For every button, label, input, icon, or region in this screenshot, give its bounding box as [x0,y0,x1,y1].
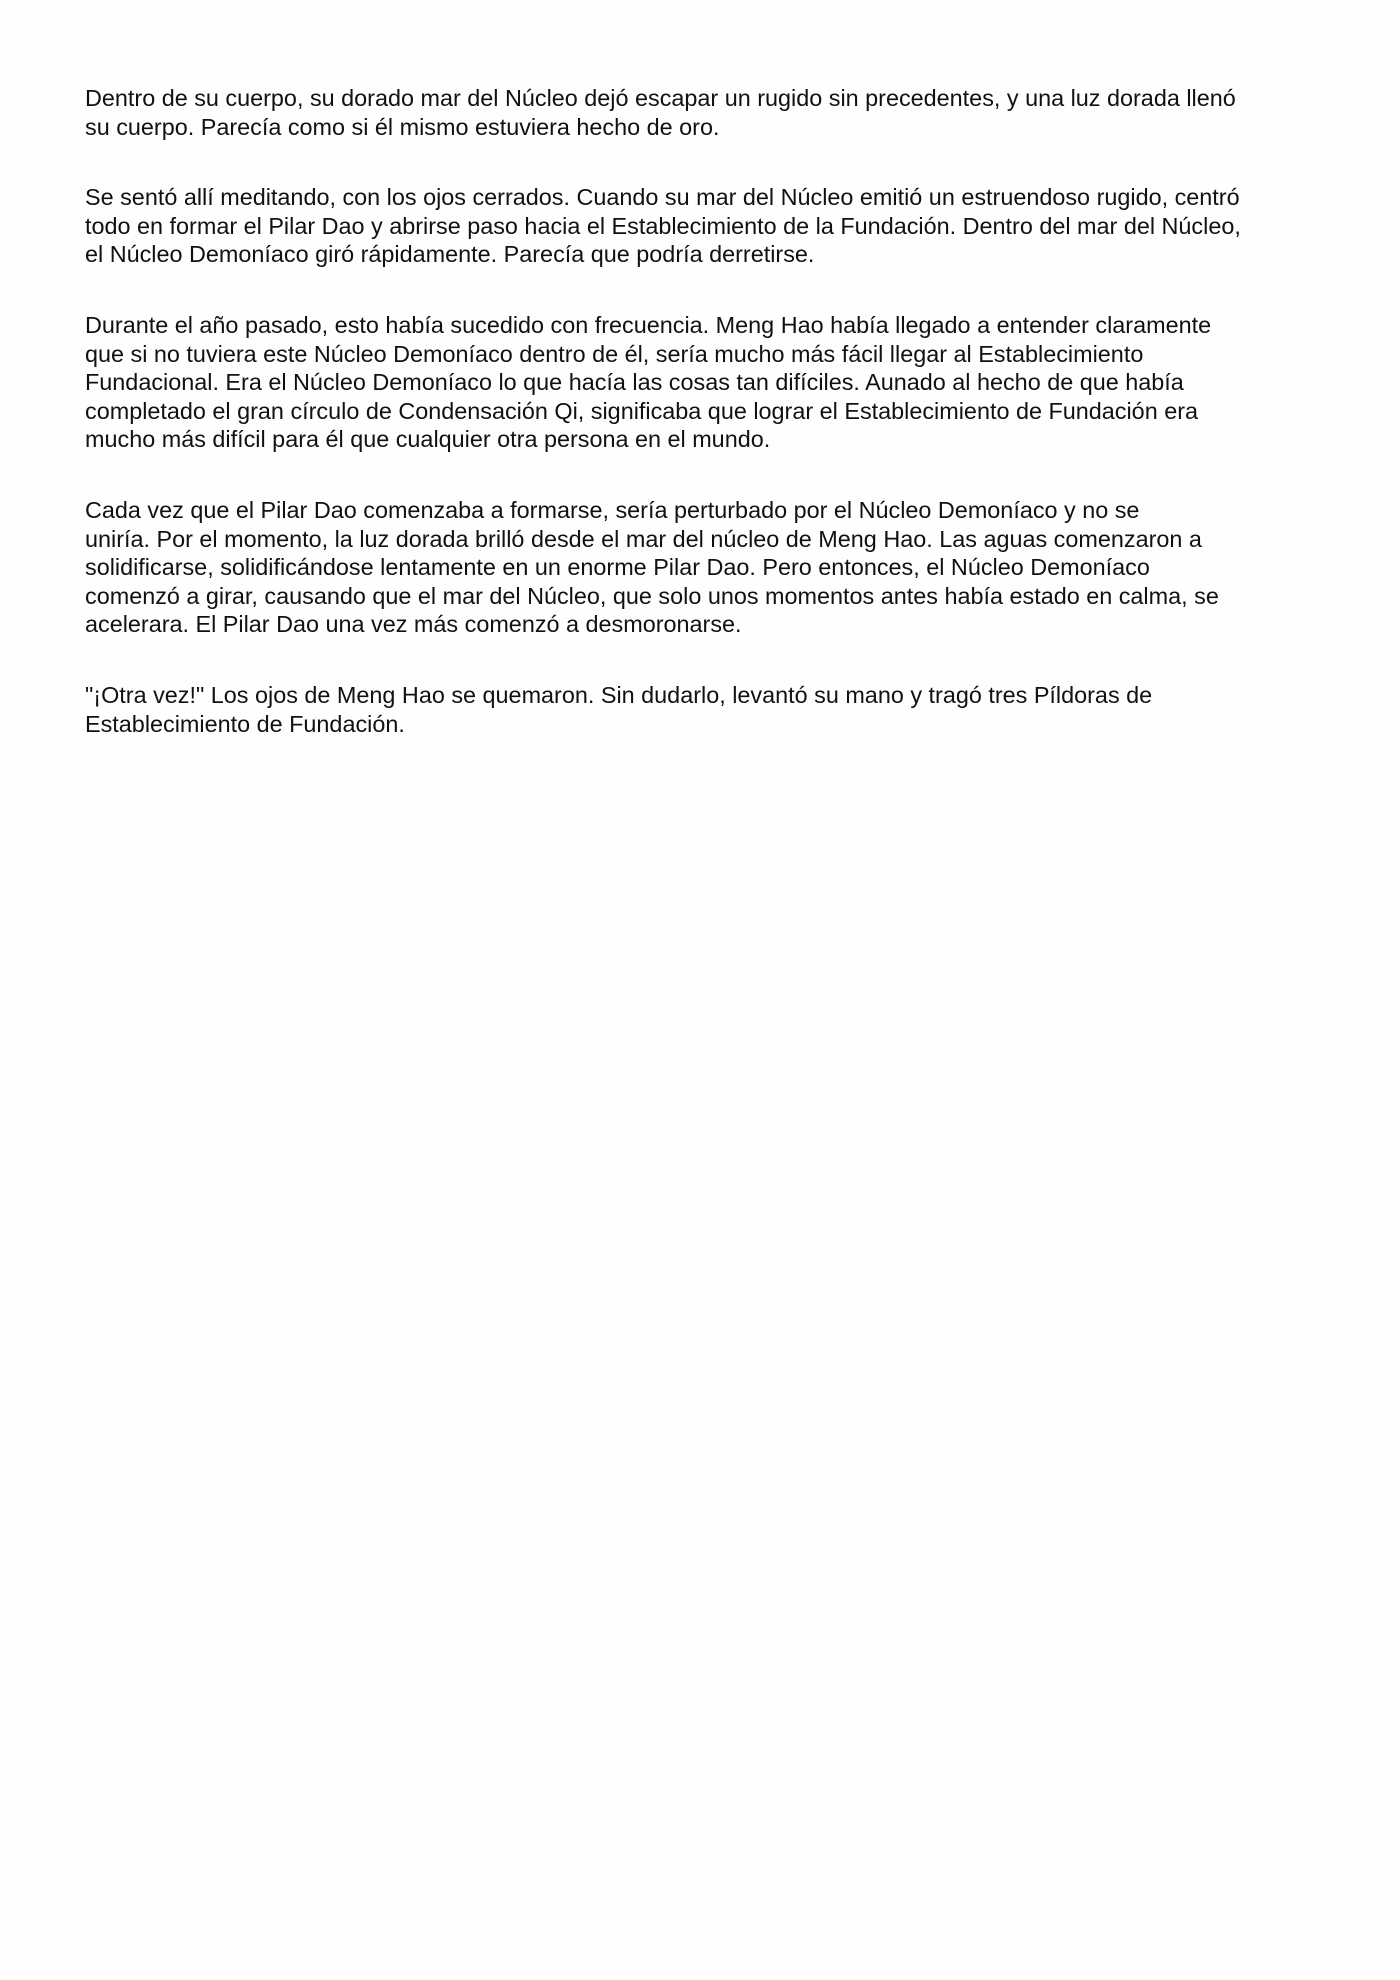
paragraph: Dentro de su cuerpo, su dorado mar del Núcleo dejó escapar un rugido sin precedentes, y una luz dorada llenó su cuerpo. Parecía como si él mismo estuviera hecho de oro. [85,85,1236,140]
paragraph: Durante el año pasado, esto había sucedido con frecuencia. Meng Hao había llegado a entender claramente que si no tuviera este Núcleo Demoníaco dentro de él, sería mucho más fácil llegar al Establecimiento Fundacional. Era el Núcleo Demoníaco lo que hacía las cosas tan difíciles. Aunado al hecho de que había completado el gran círculo de Condensación Qi, significaba que lograr el Establecimiento de Fundación era mucho más difícil para él que cualquier otra persona en el mundo. [85,311,1212,453]
paragraph: Cada vez que el Pilar Dao comenzaba a formarse, sería perturbado por el Núcleo Demoníaco y no se uniría. Por el momento, la luz dorada brilló desde el mar del núcleo de Meng Hao. Las aguas comenzaron a solidificarse, solidificándose lentamente en un enorme Pilar Dao. Pero entonces, el Núcleo Demoníaco comenzó a girar, causando que el mar del Núcleo, que solo unos momentos antes había estado en calma, se acelerara. El Pilar Dao una vez más comenzó a desmoronarse. [85,496,1219,638]
paragraph: Se sentó allí meditando, con los ojos cerrados. Cuando su mar del Núcleo emitió un estruendoso rugido, centró todo en formar el Pilar Dao y abrirse paso hacia el Establecimiento de la Fundación. Dentro del mar del Núcleo, el Núcleo Demoníaco giró rápidamente. Parecía que podría derretirse. [85,184,1241,268]
document-body [85,84,1317,780]
paragraph: "¡Otra vez!" Los ojos de Meng Hao se quemaron. Sin dudarlo, levantó su mano y tragó tres Píldoras de Establecimiento de Fundación. [85,681,1153,737]
